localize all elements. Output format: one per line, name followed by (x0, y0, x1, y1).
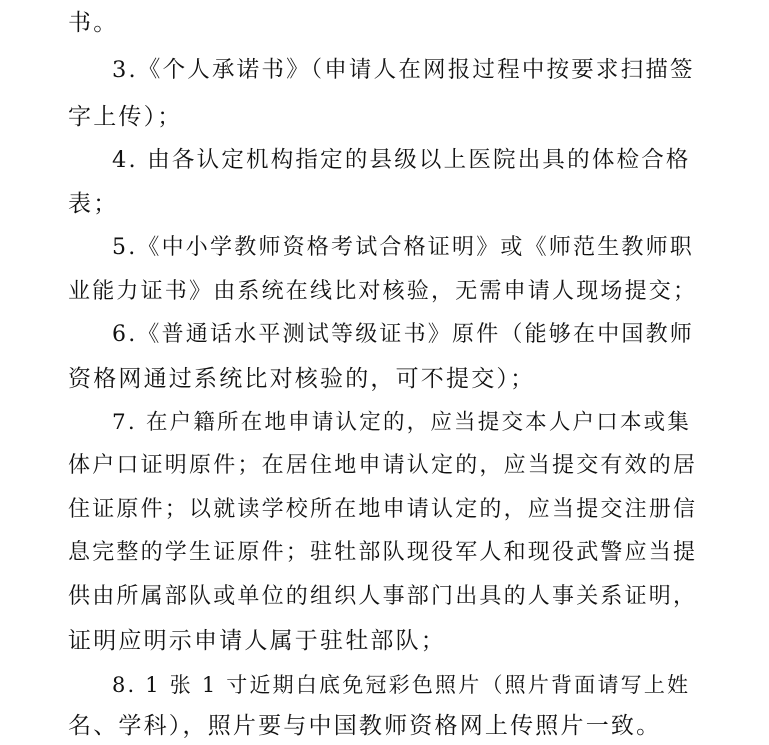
text-line: 表； (68, 191, 119, 217)
text-line: 3.《个人承诺书》（申请人在网报过程中按要求扫描签 (112, 57, 695, 83)
text-line: 资格网通过系统比对核验的，可不提交）； (68, 366, 536, 392)
text-line: 5.《中小学教师资格考试合格证明》或《师范生教师职 (112, 235, 694, 260)
text-line: 字上传）； (68, 104, 183, 130)
text-line: 住证原件；以就读学校所在地申请认定的，应当提交注册信 (68, 497, 698, 522)
text-line: 8. 1 张 1 寸近期白底免冠彩色照片（照片背面请写上姓 (112, 673, 691, 697)
text-line: 息完整的学生证原件；驻牡部队现役军人和现役武警应当提 (68, 540, 698, 565)
text-line: 名、学科），照片要与中国教师资格网上传照片一致。 (68, 713, 662, 739)
text-line: 体户口证明原件；在居住地申请认定的，应当提交有效的居 (68, 453, 698, 478)
text-line: 6.《普通话水平测试等级证书》原件（能够在中国教师 (112, 322, 694, 347)
text-line: 业能力证书》由系统在线比对核验，无需申请人现场提交； (68, 279, 698, 304)
text-line: 书。 (68, 10, 119, 36)
text-line: 7. 在户籍所在地申请认定的，应当提交本人户口本或集 (112, 410, 692, 435)
text-line: 4. 由各认定机构指定的县级以上医院出具的体检合格 (112, 147, 691, 173)
text-line: 证明应明示申请人属于驻牡部队； (68, 628, 446, 654)
text-line: 供由所属部队或单位的组织人事部门出具的人事关系证明， (68, 584, 698, 609)
